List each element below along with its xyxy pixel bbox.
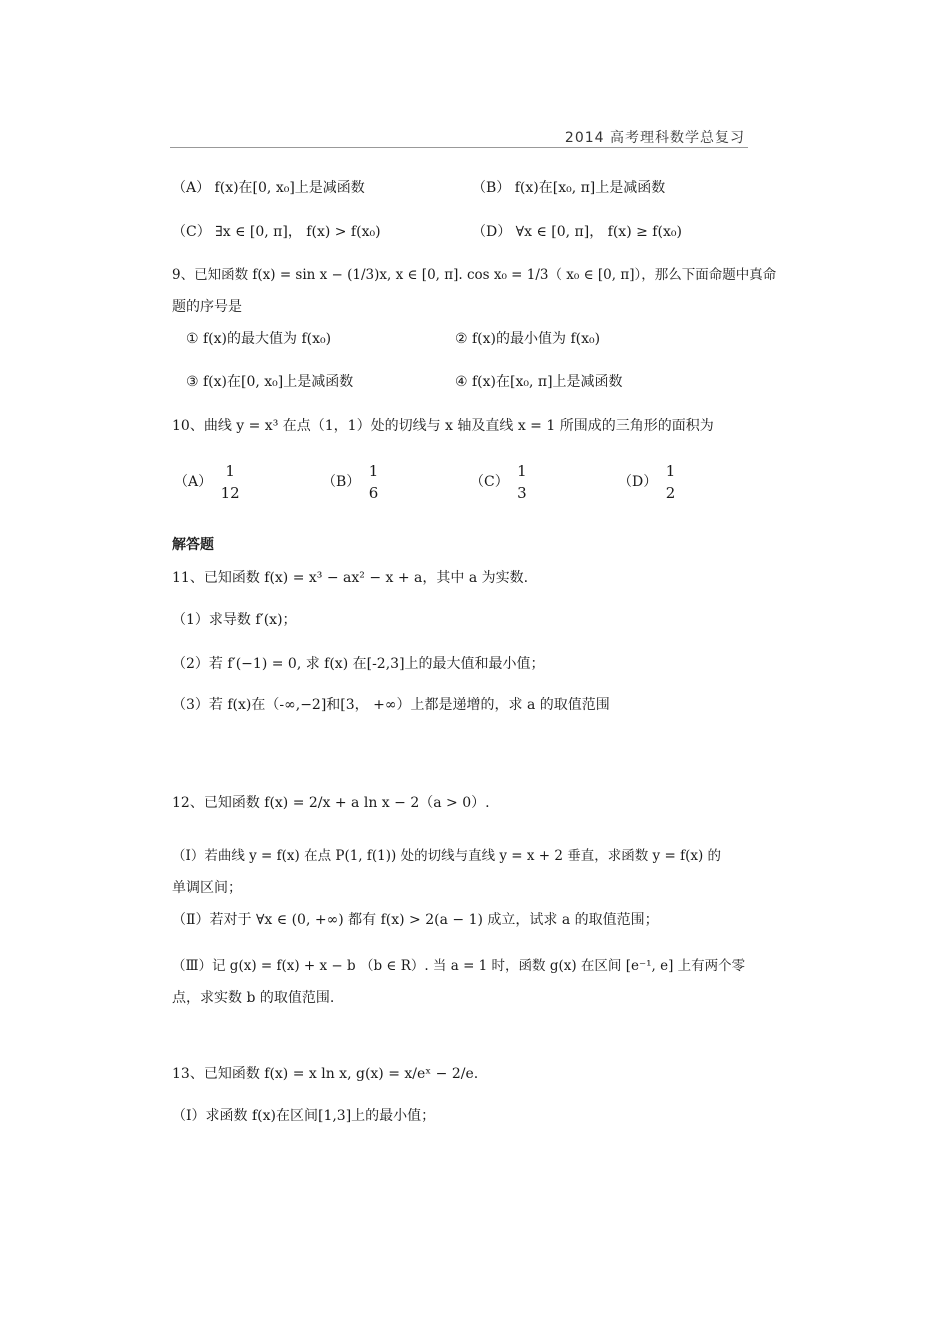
q9-option-2: ② f(x)的最小值为 f(x₀) — [455, 331, 601, 347]
q11-part-2: （2）若 f′(−1) = 0, 求 f(x) 在[-2,3]上的最大值和最小值； — [172, 656, 545, 672]
q8-option-b: （B） f(x)在[x₀, π]上是减函数 — [472, 180, 666, 196]
q10-choice-d-fraction — [666, 460, 676, 504]
q10-choice-c-fraction — [517, 460, 527, 504]
q12-part-3-line1: （Ⅲ）记 g(x) = f(x) + x − b （b ∈ R）. 当 a = 1 时，函数 g(x) 在区间 [e⁻¹, e] 上有两个零 — [172, 958, 746, 974]
q10-choice-a-den: 12 — [220, 484, 240, 502]
q10-choice-c-label: （C） — [470, 474, 509, 490]
q10-choice-d-num: 1 — [665, 462, 676, 480]
q12-part-3-line2: 点，求实数 b 的取值范围. — [172, 990, 335, 1006]
q10-choice-b-den: 6 — [368, 484, 379, 502]
q10-choice-a-label: （A） — [174, 474, 213, 490]
q9-stem-line2: 题的序号是 — [172, 299, 242, 315]
q10-choice-b — [322, 460, 382, 504]
q13-stem: 13、已知函数 f(x) = x ln x, g(x) = x/eˣ − 2/e. — [172, 1066, 479, 1082]
q10-choice-b-num: 1 — [368, 462, 379, 480]
q11-part-3: （3）若 f(x)在（-∞,−2]和[3， +∞）上都是递增的，求 a 的取值范围 — [172, 697, 610, 713]
section-title: 解答题 — [172, 537, 214, 553]
q9-option-3: ③ f(x)在[0, x₀]上是减函数 — [186, 374, 354, 390]
q10-choice-d-den: 2 — [665, 484, 676, 502]
q11-part-1: （1）求导数 f′(x)； — [172, 612, 297, 628]
q8-option-d: （D） ∀x ∈ [0, π]， f(x) ≥ f(x₀) — [472, 224, 682, 240]
header-rule — [170, 147, 748, 148]
q10-choice-b-fraction — [369, 460, 379, 504]
q11-stem: 11、已知函数 f(x) = x³ − ax² − x + a，其中 a 为实数. — [172, 570, 529, 586]
q12-stem: 12、已知函数 f(x) = 2/x + a ln x − 2（a > 0）. — [172, 795, 490, 811]
q10-choice-a — [174, 460, 244, 504]
q12-part-2: （Ⅱ）若对于 ∀x ∈ (0, +∞) 都有 f(x) > 2(a − 1) 成立，试求 a 的取值范围； — [172, 912, 659, 928]
q10-choice-a-num: 1 — [225, 462, 235, 480]
q10-stem: 10、曲线 y = x³ 在点（1，1）处的切线与 x 轴及直线 x = 1 所围成的三角形的面积为 — [172, 418, 714, 434]
q10-choice-b-label: （B） — [322, 474, 361, 490]
q12-part-1-line2: 单调区间； — [172, 880, 242, 896]
q13-part-1: （Ⅰ）求函数 f(x)在区间[1,3]上的最小值； — [172, 1108, 436, 1124]
q10-choice-c — [470, 460, 531, 504]
q12-part-1-line1: （Ⅰ）若曲线 y = f(x) 在点 P(1, f(1)) 处的切线与直线 y = x + 2 垂直，求函数 y = f(x) 的 — [172, 848, 722, 864]
q9-option-4: ④ f(x)在[x₀, π]上是减函数 — [455, 374, 623, 390]
q9-option-1: ① f(x)的最大值为 f(x₀) — [186, 331, 332, 347]
q10-choice-c-num: 1 — [517, 462, 527, 480]
q10-choice-c-den: 3 — [517, 484, 527, 502]
q8-option-c: （C） ∃x ∈ [0, π]， f(x) > f(x₀) — [172, 224, 381, 240]
q9-stem-line1: 9、已知函数 f(x) = sin x − (1/3)x, x ∈ [0, π]. cos x₀ = 1/3（ x₀ ∈ [0, π]），那么下面命题中真命 — [172, 267, 777, 283]
q10-choice-d-label: （D） — [618, 474, 658, 490]
q10-choice-a-fraction — [221, 460, 240, 504]
page-header-title: 2014 高考理科数学总复习 — [564, 130, 745, 146]
q8-option-a: （A） f(x)在[0, x₀]上是减函数 — [172, 180, 365, 196]
q10-choice-d — [618, 460, 679, 504]
